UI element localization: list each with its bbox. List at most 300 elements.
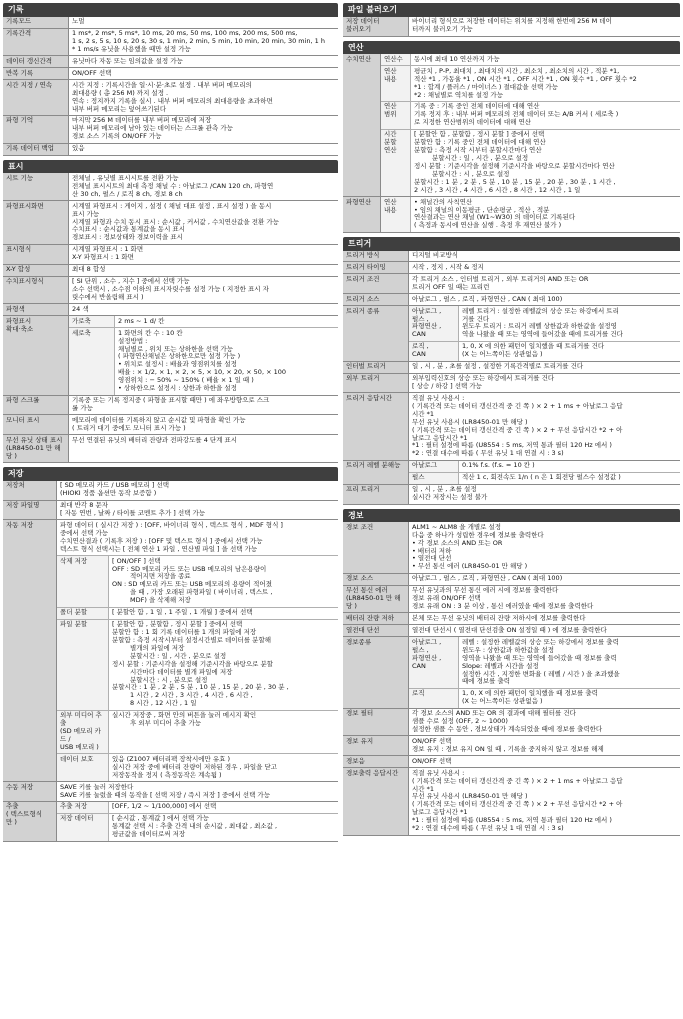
sub-value-line: 윈도우 트리거 : 트리거 레벨 상한값과 하한값을 설정영 [462,322,617,331]
right-column [343,3,680,840]
spec-row [343,709,680,737]
spec-value-text [72,82,335,114]
sub-value-line: 분할시간 : 일 , 시간 , 분으로 설정 [432,153,529,162]
spec-value-line: SAVE 키를 눌렀을 때의 동작을 [ 선택 저장 / 즉시 저장 ] 중에서 선택 가능 [60,790,270,799]
spec-label: 표시형식 [3,245,69,264]
sub-label: 연산 범위 [381,102,411,129]
spec-label: 저장 데이터 불러오기 [343,17,409,36]
sub-value-line: 실시간 저장 중에 배터리 잔량이 저하된 경우 , 파일을 닫고 [112,762,278,771]
spec-value-line: 각 트리거 소스 , 인터벌 트리거 , 외부 트리거의 AND 또는 OR [412,274,589,283]
spec-value-line: 시간 *1 [412,784,435,793]
spec-label: 프리 트리거 [343,485,409,504]
spec-value-text [412,587,677,611]
spec-value-line: ( 기록간격 또는 데이터 갱신간격 중 긴 쪽 ) × 2 + 1 ms + 아날로그 응답 [412,401,623,410]
sub-value-line: 적어지면 저장을 종료 [130,572,191,581]
spec-label: 기록모드 [3,17,69,28]
spec-row [343,485,680,505]
spec-value-line: 설정한 샘플 수 동안 , 경보상태가 계속되었을 때에 경보를 출력한다 [412,725,603,734]
spec-value-line: 날로그 응답시간 *1 [412,433,468,442]
spec-value-line: 직결 유닛 사용시 : [412,393,465,402]
spec-value [69,29,338,56]
spec-label: 시간 지정 / 연속 [3,80,69,115]
sub-row [381,130,680,196]
spec-row [343,756,680,768]
section-header: 저장 [3,467,338,481]
spec-value-line: ON/OFF 선택 [412,756,452,765]
spec-row [343,736,680,756]
spec-value [69,396,338,415]
sub-value [109,620,338,710]
spec-value-line: • 무선 통신 에러 (LR8450-01 만 해당 ) [412,562,528,571]
sub-value-text [462,343,677,359]
sub-row [409,342,680,361]
spec-value-line: ( 기록간격 또는 데이터 갱신간격 중 긴 쪽 ) × 2 + 무선 응답시간 *2 + 아 [412,425,623,434]
spec-value-text [412,770,677,833]
spec-label: 배터리 잔량 저하 [343,613,409,624]
spec-row [3,782,338,802]
spec-value-line: 경보 소스 기록의 ON/OFF 가능 [72,132,162,141]
sub-value [411,197,680,232]
spec-value-line: 전체널 , 유닛별 표시시트를 전환 가능 [72,173,179,182]
spec-value-line: 경보표시 : 정보상태와 경보이력을 표시 [72,233,183,242]
spec-row [3,802,338,842]
spec-label: 수동 저장 [3,782,57,801]
spec-row [3,201,338,245]
spec-value [69,201,338,244]
spec-value-text [412,486,677,502]
sub-row [409,461,680,473]
spec-value [409,362,680,373]
sub-value-line: 8 시간 , 12 시간 , 1 일 [130,699,197,708]
spec-row [343,625,680,637]
spec-value [409,586,680,613]
spec-value [409,274,680,293]
spec-value-text [60,784,335,800]
sub-value-line: *2 : 채널별로 역치를 설정 가능 [414,90,503,99]
sub-label: 파일 분할 [57,620,109,710]
spec-label: 트리거 방식 [343,251,409,262]
spec-value-text [72,145,335,153]
spec-value-line: [ SD 메모리 카드 / USB 메모리 ] 선택 [60,481,170,490]
sub-value-text [414,68,677,100]
spec-value-line: 경보 유래 ON/OFF 선택 [412,594,481,603]
spec-value [409,574,680,585]
spec-value [69,80,338,115]
spec-label: 경보 조건 [343,522,409,573]
sub-value-line: 기록 중 : 기록 중인 전체 데이터에 대해 연산 [414,102,540,111]
sub-value-line: 레벨 : 설정한 레벨값의 상승 또는 하강에서 경보를 출력 [462,637,619,646]
sub-value-text [118,330,335,393]
spec-value-line: 1 ms*, 2 ms*, 5 ms*, 10 ms, 20 ms, 50 ms, 100 ms, 200 ms, 500 ms, [72,29,298,38]
sub-value-line: [ 분할안 함 , 1 일 , 1 주일 , 1 개월 ] 중에서 선택 [112,608,253,617]
spec-value-line: 표시 가능 [72,209,100,218]
sub-value [459,461,680,472]
spec-value-line: ( 기록간격 또는 데이터 갱신간격 중 긴 쪽 ) × 2 + 1 ms + 아날로그 응답 [412,776,623,785]
spec-value [69,415,338,434]
sub-label: 폴더 분할 [57,608,109,619]
spec-value-text [412,252,677,260]
sub-value-line: [OFF, 1/2 ~ 1/100,000] 에서 선택 [112,802,217,811]
section-header: 파일 불러오기 [343,3,680,17]
spec-value-line: • 각 경보 소스의 AND 또는 OR [412,538,503,547]
section-연산 [343,41,680,233]
sub-value-line: • 상하한으로 설정시 : 상한과 하한을 설정 [118,384,237,393]
spec-label: 열전대 단선 [343,625,409,636]
spec-value-line: 수치연산결과 ( 기록후 저장 ) : [OFF 및 텍스트 형식 ] 중에서 선택 가능 [60,536,263,545]
sub-label: 펄스 [409,473,459,484]
sub-value-text [462,462,677,470]
sub-label: 저장 데이터 [57,814,109,841]
spec-row [3,29,338,57]
spec-value-line: 아날로그 , 펄스 , 로직 , 파형연산 , CAN ( 최대 100) [412,294,563,303]
spec-value-text [72,246,335,262]
spec-value-text [412,276,677,292]
sub-row [57,620,338,711]
spec-value-text [72,70,335,78]
spec-row [343,637,680,708]
sub-row [409,689,680,708]
spec-row [3,415,338,435]
spec-value-line: 실시간 저장시는 설정 불가 [412,493,488,502]
spec-label: 경보출력 응답시간 [343,768,409,834]
spec-label: 모니터 표시 [3,415,69,434]
spec-value [57,520,338,781]
spec-value [69,17,338,28]
sub-value-text [112,815,335,839]
sub-value [109,802,338,813]
spec-value [69,68,338,79]
sub-row [381,66,680,102]
sub-value-text [462,474,677,482]
spec-value [409,485,680,504]
spec-label: 경보종류 [343,637,409,707]
spec-label: 경보 유지 [343,736,409,755]
spec-value [69,144,338,155]
sub-value-line: 분할함 : 측정 시작 시부터 분할시간마다 연산 [414,146,542,155]
spec-value-line: • 열전대 단선 [412,554,452,563]
sub-value-line: 배율 : × 1/2, × 1, × 2, × 5, × 10, × 20, × 50, × 100 [118,368,286,377]
spec-label: 시트 기능 [3,173,69,200]
spec-value-line: 기록중 또는 기록 정지중 ( 파형을 표시할 때만 ) 에 좌우방향으로 스크 [72,396,270,405]
section-저장 [3,467,338,842]
spec-value-line: 아날로그 , 펄스 , 로직 , 파형연산 , CAN ( 최대 100) [412,574,563,583]
sub-value-line: 때에 경보를 출력 [462,677,511,686]
spec-value-line: * 1 ms/s 유닛을 사용했을 때만 설정 가능 [72,45,191,54]
spec-value-text [412,615,677,623]
sub-row [409,306,680,342]
spec-row [343,768,680,835]
spec-value-text [412,710,677,734]
sub-value-line: 분할안 함 : 1 회 기록 데이터를 1 개의 파일에 저장 [112,627,257,636]
spec-value-line: 내부 버퍼 메모리는 덮어쓰기된다 [72,104,167,113]
sub-row [57,814,338,841]
spec-row [343,362,680,374]
sub-value-line: (X 는 어느쪽이든 상관없음 ) [462,697,543,706]
spec-label: 경보 필터 [343,709,409,736]
sub-row [57,802,338,814]
spec-value-line: 날로그 응답시간 *1 [412,808,468,817]
spec-value-line: [ SI 단위 , 소수 , 지수 ] 중에서 선택 가능 [72,277,190,286]
spec-value-line: 일 , 시 , 분 , 초를 설정 , 설정한 기록간격별로 트리거를 건다 [412,362,584,371]
spec-value [409,613,680,624]
spec-row [343,586,680,614]
spec-value-text [412,627,677,635]
sub-row [69,328,338,394]
spec-value-line: [ 자동 연번 , 날짜 / 타이틀 코멘트 추가 ] 선택 가능 [60,509,206,517]
spec-value [409,17,680,36]
spec-row [3,56,338,68]
sub-value-line: 설정한 시간 , 지정한 변화율 ( 레벨 / 시간 ) 을 초과했을 [462,669,620,678]
sub-value-line: 0.1% f.s. (f.s. = 10 칸 ) [462,461,535,470]
sub-value-line: OFF : SD 메모리 카드 또는 USB 메모리의 남은용량이 [112,564,267,573]
spec-value-line: 있음 [72,144,85,153]
spec-value-text [72,397,335,413]
spec-value-text [412,375,677,391]
spec-value-text [412,524,677,572]
spec-row [343,197,680,233]
sub-value-line: 설정방법 : [118,336,148,345]
spec-value-line: ( 기록간격 또는 데이터 갱신간격 중 긴 쪽 ) × 2 + 무선 응답시간 *2 + 아 [412,800,623,809]
sub-row [381,197,680,232]
spec-label: 트리거 응답시간 [343,393,409,459]
sub-value [459,306,680,341]
spec-label: 인터벌 트리거 [343,362,409,373]
sub-row [57,608,338,620]
sub-value-line: 분할함 : 측정 시작시부터 설정시간별로 데이터를 분할해 [112,635,272,644]
sub-row [381,54,680,66]
sub-value-line: 1, 0, X 에 의한 패턴이 일치했을 때 트리거를 건다 [462,342,605,351]
spec-value-line: 내부 버퍼 메모리에 남아 있는 데이터는 스크롤 관측 가능 [72,124,233,133]
spec-value [409,251,680,262]
spec-row [3,501,338,521]
sub-value-line: 정시 분할 : 기준시각을 설정해 기준시각을 바탕으로 분할시간마다 연산 [414,161,615,170]
spec-value-line: 무선 유닛 사용시 (LR8450-01 만 해당 ) [412,417,528,426]
sub-value-text [414,56,677,64]
spec-label: 파형표시 확대·축소 [3,316,69,394]
sub-value-line: MDF) 을 삭제해 저장 [130,596,191,605]
spec-value-line: [ 상승 / 하강 ] 선택 가능 [412,382,482,391]
sub-value-line: 채널별로 , 위치 또는 상하한을 선택 가능 [118,344,233,353]
sub-value-line: 동시에 최대 10 연산까지 가능 [414,54,500,63]
spec-value-line: 중에서 선택 가능 [60,528,109,537]
spec-value-text [57,520,338,556]
spec-row [343,461,680,485]
sub-value-line: 있음 (Z1007 배터리팩 장착시에만 유효 ) [112,754,231,763]
spec-label: 파형연산 [343,197,381,232]
sub-value-line: 역을 나왔을 때 또는 영역에 들어갔을 때에 트리거를 건다 [462,330,623,339]
sub-label: 가로축 [69,316,115,327]
spec-label: 기록 데이터 백업 [3,144,69,155]
spec-label: 트리거 종류 [343,306,409,361]
sub-value-line: 기록 정지 후 : 내부 버퍼 메모리의 전체 데이터 또는 A/B 커서 ( 세로축 ) [414,110,619,119]
spec-value [69,316,338,394]
sub-value-line: 1, 0, X 에 의한 패턴이 일치했을 때 경보를 출력 [462,689,598,698]
spec-label: 자동 저장 [3,520,57,781]
spec-label: 경보 소스 [343,574,409,585]
spec-row [343,274,680,294]
sub-value [459,689,680,708]
spec-value [69,173,338,200]
spec-label: 경보음 [343,756,409,767]
sub-label: 연산 내용 [381,197,411,232]
spec-row [343,54,680,197]
spec-value [57,802,338,841]
sub-value [411,54,680,65]
spec-value-line: 열전대 단선시 ( 열전대 단선검출 ON 설정일 때 ) 에 경보를 출력한다 [412,625,607,634]
sub-value-line: ( 측정과 동시에 연산을 실행 . 측정 후 재연산 불가 ) [414,221,562,230]
spec-row [3,173,338,201]
sub-value-text [112,803,335,811]
spec-row [343,306,680,362]
spec-value-line: 경보 유래 ON : 3 분 이상 , 통신 에러였을 때에 경보를 출력한다 [412,602,594,611]
spec-value [381,54,680,196]
sub-value-line: 1 화면의 칸 수 : 10 칸 [118,328,183,337]
spec-row [343,374,680,394]
sub-value-text [112,558,335,606]
spec-value-line: SAVE 키를 눌러 저장한다 [60,782,134,791]
spec-label: 파형 스크롤 [3,396,69,415]
sub-value-line: 로 지정한 연산범위의 데이터에 대해 연산 [414,118,532,127]
spec-row [3,80,338,116]
spec-value-text [72,117,335,141]
spec-value [409,709,680,736]
sub-value-line: [ 분할안 함 , 분할함 , 정시 분할 ] 중에서 선택 [112,620,243,629]
spec-value-line: 무선 연결된 유닛의 배터리 잔량과 전파강도를 4 단계 표시 [72,435,238,444]
spec-label: 기록간격 [3,29,69,56]
spec-value-line: 직결 유닛 사용시 : [412,768,465,777]
spec-value [57,782,338,801]
spec-value-line: *1 : 필터 설정에 따름 (U8554 : 5 ms, 저역 통과 필터 120 Hz 에서 ) [412,816,612,825]
spec-label: 트리거 소스 [343,294,409,305]
spec-value [409,756,680,767]
spec-value-line: 일 , 시 , 분 , 초를 설정 [412,485,477,494]
sub-value [109,814,338,841]
sub-value-line: 분할안 함 : 기록 중인 전체 데이터에 대해 연산 [414,138,546,147]
spec-row [3,304,338,316]
sub-label: 추출 저장 [57,802,109,813]
sub-value [115,328,338,394]
sub-value-line: 을 때 , 가장 오래된 파형파일 ( 바이너리 , 텍스트 , [130,588,273,597]
spec-value-text [412,18,677,34]
sub-value [109,754,338,781]
spec-row [343,574,680,586]
spec-value [409,374,680,393]
spec-value-text [72,266,335,274]
sub-value-line: 분할시간 : 시 , 분으로 설정 [130,675,208,684]
sub-value-line: 정시 분할 : 기준시각을 설정해 기준시각을 바탕으로 분할 [112,659,274,668]
section-트리거 [343,237,680,505]
spec-value-line: 트리거 OFF 일 때는 프리런 [412,282,490,291]
spec-row [343,262,680,274]
section-header: 경보 [343,509,680,523]
spec-value-line: 무선 유닛 사용시 (LR8450-01 만 해당 ) [412,792,528,801]
sub-value-text [112,756,335,780]
spec-value [381,197,680,232]
sub-label: 아날로그 , 펄스 , 파형연산 , CAN [409,306,459,341]
sub-row [57,556,338,608]
spec-value-text [412,575,677,583]
spec-value-line: 디지털 비교방식 [412,251,459,260]
spec-value [69,277,338,304]
spec-value-line: *2 : 연결 대수에 따름 ( 무선 유닛 1 대 연결 시 : 3 s) [412,824,564,833]
spec-value [409,306,680,361]
section-경보 [343,509,680,836]
sub-value [459,342,680,361]
sub-value-line: 연산결과는 연산 채널 (W1~W30) 의 데이터로 기록된다 [414,213,576,222]
spec-label: 저장처 [3,481,57,500]
spec-value-line: 경보 유지 : 경보 유지 ON 일 때 , 기록을 중지하지 않고 경보를 해제 [412,744,604,753]
sub-value-line: 실시간 저장중 , 화면 안의 버튼을 눌러 메시지 확인 [112,711,257,720]
spec-value [69,435,338,462]
spec-value-text [72,18,335,26]
sub-value-line: ( 파형연산채널은 상하한으로만 설정 가능 ) [118,352,241,361]
spec-value-text [72,306,335,314]
spec-value [409,393,680,459]
sub-value-line: 거를 건다 [462,314,490,323]
sub-label: 시간 분할 연산 [381,130,411,196]
spec-label: 데이터 갱신간격 [3,56,69,67]
section-header: 표시 [3,160,338,174]
sub-row [57,711,338,755]
sub-label: 연산수 [381,54,411,65]
spec-value-line: 롤 가능 [72,403,93,412]
sub-value-line: 분할시간 : 1 분 , 2 분 , 5 분 , 10 분 , 15 분 , 20 분 , 30 분 , 1 시간 , [414,177,616,186]
spec-value-line: *2 : 연결 대수에 따름 ( 무선 유닛 1 대 연결 시 : 3 s) [412,449,564,458]
spec-value-line: ALM1 ~ ALM8 을 개별로 설정 [412,522,502,531]
spec-value-line: 시계열 파형표시 : 1 화면 [72,245,144,254]
sub-value-line: 분할시간 : 일 , 시간 , 분으로 설정 [130,651,227,660]
sub-value-line: 1 시간 , 2 시간 , 3 시간 , 4 시간 , 6 시간 , [130,691,253,700]
spec-value [69,56,338,67]
sub-value-line: 분할시간 : 1 분 , 2 분 , 5 분 , 10 분 , 15 분 , 20 분 , 30 분 , [112,683,289,692]
spec-row [3,316,338,395]
spec-value-line: 24 색 [72,304,89,313]
sub-value-text [112,712,335,728]
spec-value [69,265,338,276]
spec-value-text [72,417,335,433]
sub-value-line: [ 순시값 , 통계값 ] 에서 선택 가능 [112,814,209,823]
sub-value-line: 통계값 선택 시 : 추출 간격 내의 순시값 , 최대값 , 최소값 , [112,822,278,831]
spec-value [69,304,338,315]
sub-value-line: 적산 1 c, 회전속도 1/n ( n 은 1 회전당 펄스수 설정값 ) [462,473,621,482]
spec-value [69,245,338,264]
section-header: 트리거 [343,237,680,251]
sub-label: 세로축 [69,328,115,394]
spec-label: 반복 기록 [3,68,69,79]
spec-row [343,17,680,37]
sub-value-line: ON : SD 메모리 카드 또는 USB 메모리의 용량이 적어졌 [112,580,272,589]
section-표시 [3,160,338,463]
spec-label: X-Y 합성 [3,265,69,276]
spec-value-line: *1 : 필터 설정에 따름 (U8554 : 5 ms, 저역 통과 필터 120 Hz 에서 ) [412,441,612,450]
spec-label: 파형표시화면 [3,201,69,244]
spec-value-text [412,758,677,766]
spec-value-text [72,58,335,66]
sub-value [411,102,680,129]
spec-row [343,522,680,574]
spec-value-line: 시간 *1 [412,409,435,418]
spec-value-text [72,175,335,199]
spec-label: 트리거 레벨 분해능 [343,461,409,484]
section-header: 연산 [343,41,680,55]
spec-row [3,265,338,277]
sub-row [409,473,680,484]
spec-value [409,294,680,305]
spec-value-line: X-Y 파형표시 : 1 화면 [72,253,134,262]
sub-value-line: 평균값을 데이터로써 저장 [112,830,186,839]
spec-value [409,768,680,834]
spec-value-line: • 배터리 저하 [412,546,452,555]
